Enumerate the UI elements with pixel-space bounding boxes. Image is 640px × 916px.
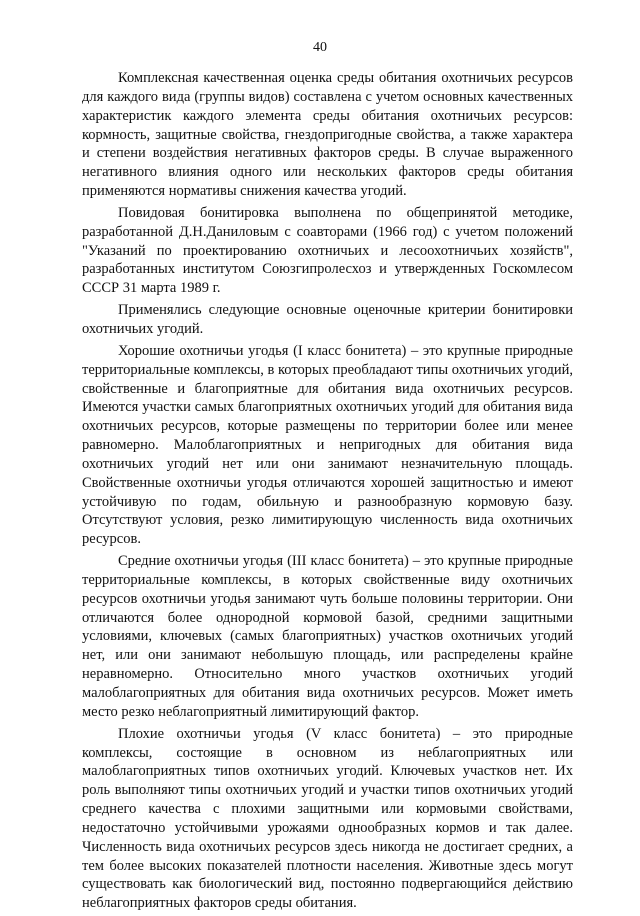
paragraph-quality-assessment: Комплексная качественная оценка среды обитания охотничьих ресурсов для каждого вида (группы видов) составлена с учетом основных качественных характеристик каждого элемента среды обитания охотничьих ресурсов: кормность, защитные свойства, гнездопригодные свойства, а также характера и степени воздействия негативных факторов среды. В случае выраженного негативного влияния одного или нескольких факторов среды обитания применяются нормативы снижения качества угодий. bbox=[82, 70, 573, 200]
paragraph-species-bonitation: Повидовая бонитировка выполнена по общепринятой методике, разработанной Д.Н.Даниловым с соавторами (1966 год) с учетом положений "Указаний по проектированию охотничьих и лесоохотничьих хозяйств", разработанных институтом Союзгипролесхоз и утвержденных Госкомлесом СССР 31 марта 1989 г. bbox=[82, 204, 573, 297]
paragraph-criteria-intro: Применялись следующие основные оценочные критерии бонитировки охотничьих угодий. bbox=[82, 302, 573, 337]
paragraph-poor-grounds: Плохие охотничьи угодья (V класс бонитета) – это природные комплексы, состоящие в основном из неблагоприятных или малоблагоприятных типов охотничьих угодий. Ключевых участков нет. Их роль выполняют типы охотничьих угодий и участки типов охотничьих угодий среднего качества с плохими защитными или кормовыми свойствами, недостаточно устойчивыми урожаями однообразных кормов и так далее. Численность вида охотничьих ресурсов здесь никогда не достигает средних, а тем более высоких показателей плотности населения. Животные здесь могут существовать как биологический вид, постоянно подвергающийся действию неблагоприятных факторов среды обитания. bbox=[82, 725, 573, 912]
paragraph-good-grounds: Хорошие охотничьи угодья (I класс бонитета) – это крупные природные территориальные комплексы, в которых преобладают типы охотничьих угодий, свойственные и благоприятные для обитания вида охотничьих ресурсов. Имеются участки самых благоприятных охотничьих угодий для обитания вида охотничьих ресурсов, которые размещены по территории более или менее равномерно. Малоблагоприятных и непригодных для обитания вида охотничьих угодий нет или они занимают незначительную площадь. Свойственные охотничьи угодья отличаются хорошей защитностью и имеют устойчивую по годам, обильную и разнообразную кормовую базу. Отсутствуют условия, резко лимитирующую численность вида охотничьих ресурсов. bbox=[82, 342, 573, 548]
body-text bbox=[82, 69, 573, 916]
paragraph-medium-grounds: Средние охотничьи угодья (III класс бонитета) – это крупные природные территориальные комплексы, в которых свойственные виду охотничьих ресурсов охотничьи угодья занимают чуть больше половины территории. Они отличаются более однородной кормовой базой, средними защитными условиями, ключевых (самых благоприятных) участков охотничьих угодий нет, или они занимают небольшую площадь, или распределены крайне неравномерно. Относительно много участков охотничьих угодий малоблагоприятных для обитания вида охотничьих ресурсов. Может иметь место резко неблагоприятный лимитирующий фактор. bbox=[82, 553, 573, 720]
page-number: 40 bbox=[313, 40, 327, 55]
